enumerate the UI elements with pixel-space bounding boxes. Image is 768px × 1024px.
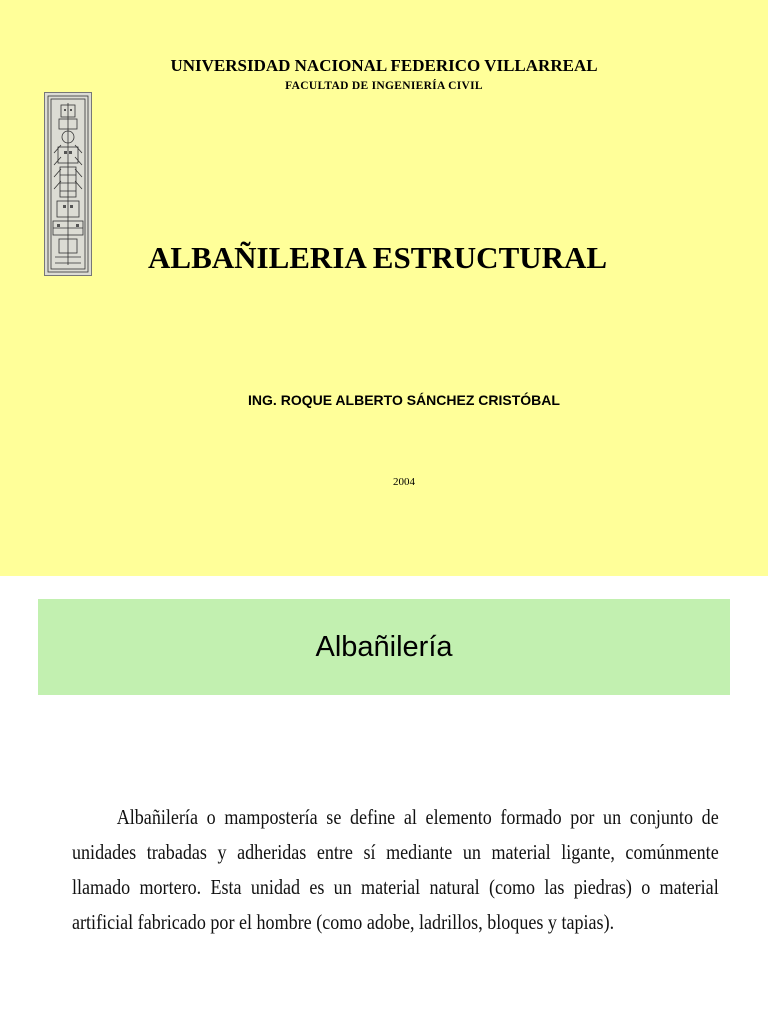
faculty-name: FACULTAD DE INGENIERÍA CIVIL (285, 80, 483, 92)
publication-year: 2004 (393, 476, 415, 488)
university-seal-icon (44, 92, 92, 276)
section-heading: Albañilería (315, 631, 453, 663)
presentation-title: ALBAÑILERIA ESTRUCTURAL (148, 240, 608, 275)
definition-paragraph: Albañilería o mampostería se define al elemento formado por un conjunto de unidades trabadas y adheridas entre sí mediante un material ligante, comúnmente llamado mortero. Esta unidad es un material natural (como las piedras) o material artificial fabricado por el hombre (como adobe, ladrillos, bloques y tapias). (72, 805, 719, 934)
university-name: UNIVERSIDAD NACIONAL FEDERICO VILLARREAL (170, 56, 598, 75)
author-name: ING. ROQUE ALBERTO SÁNCHEZ CRISTÓBAL (248, 392, 560, 408)
section-heading-band (38, 599, 730, 695)
